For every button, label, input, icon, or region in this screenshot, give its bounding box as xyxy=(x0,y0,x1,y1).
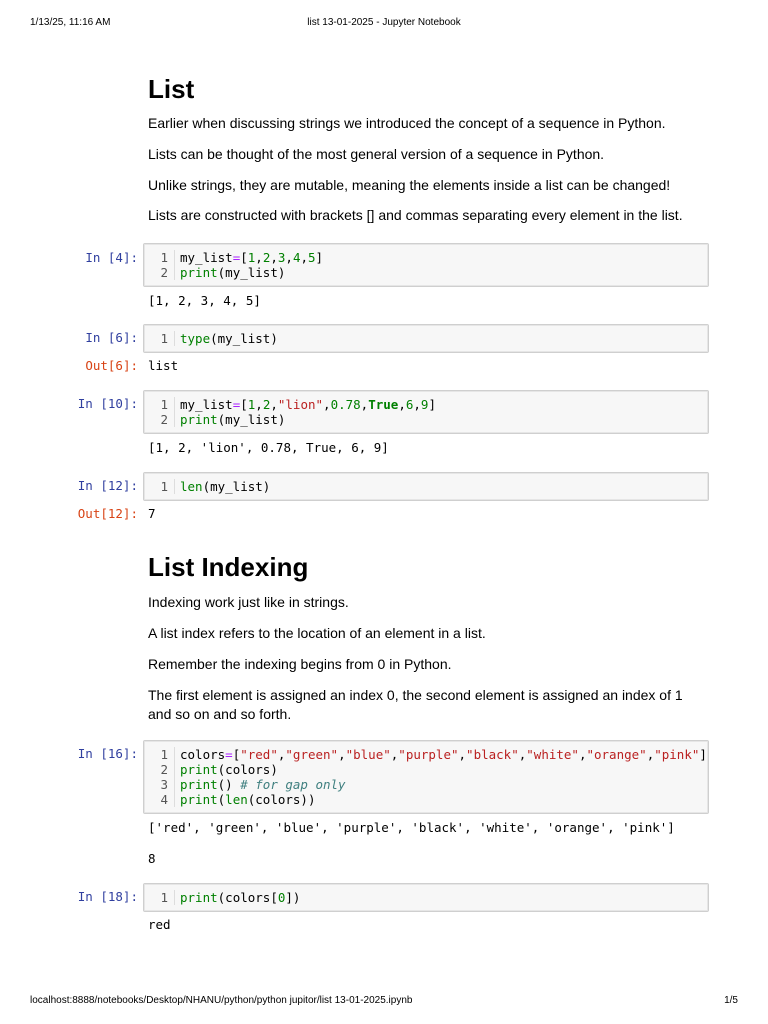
code-text: type(my_list) xyxy=(180,331,278,346)
line-number: 2 xyxy=(144,412,175,427)
paragraph: Indexing work just like in strings. xyxy=(148,594,349,610)
in-prompt: In [16]: xyxy=(77,746,138,761)
paragraph: Remember the indexing begins from 0 in Python. xyxy=(148,656,452,672)
code-line xyxy=(144,890,708,905)
code-line xyxy=(144,777,708,792)
cell-output: ['red', 'green', 'blue', 'purple', 'black', 'white', 'orange', 'pink'] xyxy=(148,820,675,835)
code-text: len(my_list) xyxy=(180,479,271,494)
code-line xyxy=(144,265,708,280)
line-number: 1 xyxy=(144,747,175,762)
code-line xyxy=(144,762,708,777)
in-prompt: In [18]: xyxy=(77,889,138,904)
in-prompt: In [12]: xyxy=(77,478,138,493)
code-cell[interactable] xyxy=(143,390,709,434)
line-number: 3 xyxy=(144,777,175,792)
code-line xyxy=(144,397,708,412)
out-prompt: Out[12]: xyxy=(77,506,138,521)
code-text: my_list=[1,2,"lion",0.78,True,6,9] xyxy=(180,397,436,412)
code-text: print(colors) xyxy=(180,762,278,777)
line-number: 1 xyxy=(144,397,175,412)
code-line xyxy=(144,747,708,762)
code-text: print(len(colors)) xyxy=(180,792,316,807)
cell-output: [1, 2, 3, 4, 5] xyxy=(148,293,261,308)
line-number: 1 xyxy=(144,331,175,346)
code-text: print() # for gap only xyxy=(180,777,346,792)
line-number: 2 xyxy=(144,762,175,777)
code-cell[interactable] xyxy=(143,324,709,353)
line-number: 1 xyxy=(144,479,175,494)
code-line xyxy=(144,250,708,265)
code-cell[interactable] xyxy=(143,883,709,912)
paragraph: Lists are constructed with brackets [] and commas separating every element in the list. xyxy=(148,207,683,223)
in-prompt: In [6]: xyxy=(85,330,138,345)
code-cell[interactable] xyxy=(143,472,709,501)
code-text: colors=["red","green","blue","purple","black","white","orange","pink"] xyxy=(180,747,707,762)
paragraph: Unlike strings, they are mutable, meaning the elements inside a list can be changed! xyxy=(148,177,671,193)
cell-output: 7 xyxy=(148,506,156,521)
code-text: my_list=[1,2,3,4,5] xyxy=(180,250,324,265)
paragraph: The first element is assigned an index 0, the second element is assigned an index of 1 and so on and so forth. xyxy=(148,687,683,722)
cell-output: [1, 2, 'lion', 0.78, True, 6, 9] xyxy=(148,440,389,455)
cell-output: red xyxy=(148,917,171,932)
in-prompt: In [4]: xyxy=(85,250,138,265)
code-cell[interactable] xyxy=(143,740,709,814)
code-text: print(my_list) xyxy=(180,412,286,427)
code-line xyxy=(144,412,708,427)
out-prompt: Out[6]: xyxy=(85,358,138,373)
paragraph: Earlier when discussing strings we introduced the concept of a sequence in Python. xyxy=(148,115,666,131)
code-cell[interactable] xyxy=(143,243,709,287)
line-number: 1 xyxy=(144,890,175,905)
code-line xyxy=(144,792,708,807)
section-heading-list-indexing: List Indexing xyxy=(148,552,309,582)
code-text: print(colors[0]) xyxy=(180,890,301,905)
paragraph: A list index refers to the location of an element in a list. xyxy=(148,625,486,641)
line-number: 4 xyxy=(144,792,175,807)
in-prompt: In [10]: xyxy=(77,396,138,411)
code-line xyxy=(144,479,708,494)
paragraph: Lists can be thought of the most general version of a sequence in Python. xyxy=(148,146,605,162)
page-footer-page-number: 1/5 xyxy=(724,995,738,1006)
line-number: 2 xyxy=(144,265,175,280)
section-heading-list: List xyxy=(148,74,195,104)
cell-output: list xyxy=(148,358,179,373)
page-footer-url: localhost:8888/notebooks/Desktop/NHANU/python/python jupitor/list 13-01-2025.ipynb xyxy=(30,995,413,1006)
page-header-title: list 13-01-2025 - Jupyter Notebook xyxy=(307,17,461,28)
line-number: 1 xyxy=(144,250,175,265)
code-line xyxy=(144,331,708,346)
cell-output: 8 xyxy=(148,851,156,866)
code-text: print(my_list) xyxy=(180,265,286,280)
page-header-datetime: 1/13/25, 11:16 AM xyxy=(30,17,111,28)
